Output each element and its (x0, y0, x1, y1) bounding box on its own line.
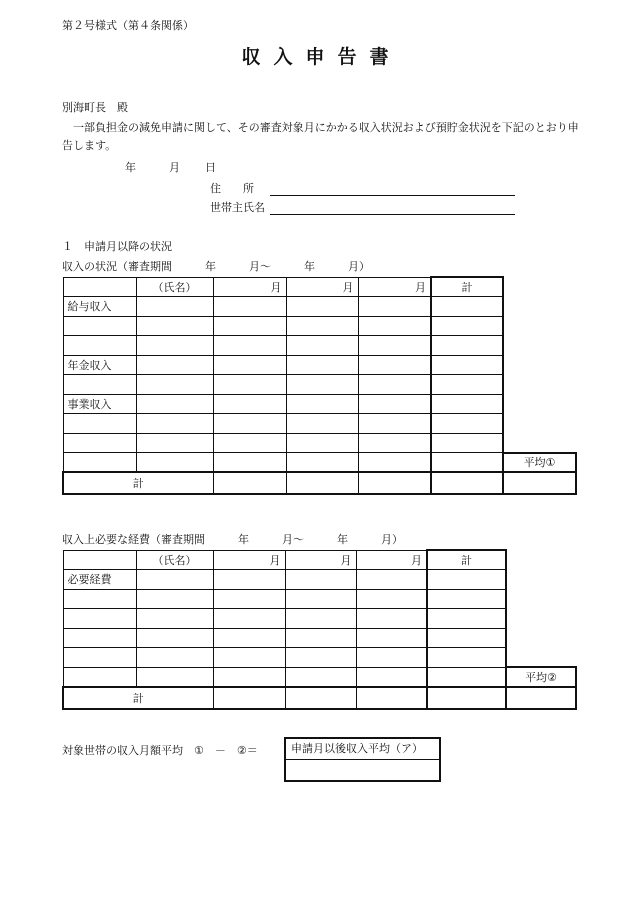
table-row (63, 375, 576, 395)
average-value-cell[interactable] (506, 687, 576, 709)
header-cell: （氏名） (136, 277, 213, 297)
blank-cell (503, 394, 576, 414)
blank-cell (506, 570, 576, 590)
total-cell[interactable] (286, 472, 358, 494)
input-cell[interactable] (213, 589, 285, 609)
header-cell: （氏名） (136, 550, 213, 570)
input-cell[interactable] (213, 667, 285, 687)
average-label: 平均② (506, 667, 576, 687)
header-cell: 月 (213, 277, 286, 297)
date-day: 日 (205, 161, 216, 174)
row-total-cell[interactable] (427, 570, 506, 590)
date-year: 年 (125, 161, 136, 174)
table-row (63, 609, 576, 629)
input-cell[interactable] (136, 433, 213, 453)
input-cell[interactable] (356, 628, 427, 648)
row-total-cell[interactable] (431, 414, 503, 434)
input-cell[interactable] (136, 453, 213, 473)
input-cell[interactable] (213, 375, 286, 395)
row-label: 年金収入 (63, 355, 136, 375)
input-cell[interactable] (285, 628, 356, 648)
input-cell[interactable] (213, 394, 286, 414)
row-total-cell[interactable] (431, 316, 503, 336)
table-row (63, 316, 576, 336)
result-value-cell[interactable] (286, 760, 439, 780)
grand-total-cell[interactable] (427, 687, 506, 709)
intro-text: 一部負担金の減免申請に関して、その審査対象月にかかる収入状況および預貯金状況を下記のとおり申告します。 (62, 121, 579, 152)
input-cell[interactable] (286, 336, 358, 356)
table-row (63, 648, 576, 668)
expense-heading: 収入上必要な経費（審査期間 年 月～ 年 月） (62, 533, 403, 546)
address-field[interactable] (210, 180, 515, 196)
row-label (63, 414, 136, 434)
input-cell[interactable] (136, 394, 213, 414)
input-cell[interactable] (136, 336, 213, 356)
blank-cell (503, 336, 576, 356)
row-label (63, 375, 136, 395)
row-label: 事業収入 (63, 394, 136, 414)
head-name-label: 世帯主氏名 (210, 201, 265, 214)
input-cell[interactable] (286, 394, 358, 414)
blank-cell (506, 589, 576, 609)
input-cell[interactable] (285, 648, 356, 668)
input-cell[interactable] (213, 297, 286, 317)
input-cell[interactable] (136, 628, 213, 648)
page-title: 収入申告書 (241, 46, 402, 68)
monthly-average-label: 対象世帯の収入月額平均 ① － ②＝ (62, 744, 258, 757)
row-total-cell[interactable] (431, 394, 503, 414)
input-cell[interactable] (213, 336, 286, 356)
input-cell[interactable] (285, 609, 356, 629)
blank-cell (506, 628, 576, 648)
result-box (284, 737, 441, 782)
result-label: 申請月以後収入平均（ア） (286, 739, 439, 760)
grand-total-cell[interactable] (431, 472, 503, 494)
expense-table (62, 549, 577, 710)
input-cell[interactable] (213, 648, 285, 668)
input-cell[interactable] (358, 433, 431, 453)
total-cell[interactable] (285, 687, 356, 709)
input-cell[interactable] (358, 414, 431, 434)
table-row (63, 570, 576, 590)
average-value-cell[interactable] (503, 472, 576, 494)
total-cell[interactable] (213, 472, 286, 494)
blank-cell (503, 277, 576, 297)
row-total-cell[interactable] (431, 336, 503, 356)
address-label: 住 所 (210, 182, 254, 195)
row-label (63, 609, 136, 629)
blank-cell (503, 316, 576, 336)
input-cell[interactable] (356, 648, 427, 668)
header-cell: 月 (213, 550, 285, 570)
input-cell[interactable] (213, 570, 285, 590)
row-total-cell[interactable] (427, 589, 506, 609)
total-cell[interactable] (356, 687, 427, 709)
table-header-row (63, 550, 576, 570)
input-cell[interactable] (358, 316, 431, 336)
input-cell[interactable] (358, 297, 431, 317)
row-label (63, 453, 136, 473)
input-cell[interactable] (358, 453, 431, 473)
table-row (63, 355, 576, 375)
table-row (63, 433, 576, 453)
input-cell[interactable] (285, 667, 356, 687)
blank-cell (503, 375, 576, 395)
input-cell[interactable] (356, 667, 427, 687)
header-cell: 計 (431, 277, 503, 297)
row-total-cell[interactable] (431, 355, 503, 375)
form-number: 第２号様式（第４条関係） (62, 19, 194, 32)
header-cell: 計 (427, 550, 506, 570)
date-line (125, 159, 216, 175)
input-cell[interactable] (285, 570, 356, 590)
input-cell[interactable] (213, 316, 286, 336)
input-cell[interactable] (358, 336, 431, 356)
row-total-cell[interactable] (427, 667, 506, 687)
input-cell[interactable] (213, 414, 286, 434)
header-cell: 月 (286, 277, 358, 297)
row-label (63, 433, 136, 453)
row-total-cell[interactable] (431, 297, 503, 317)
address-line[interactable] (270, 183, 515, 196)
row-label (63, 589, 136, 609)
table-header-row (63, 277, 576, 297)
input-cell[interactable] (286, 355, 358, 375)
header-cell (63, 550, 136, 570)
input-cell[interactable] (136, 570, 213, 590)
input-cell[interactable] (213, 609, 285, 629)
total-row (63, 687, 576, 709)
input-cell[interactable] (136, 609, 213, 629)
table-row (63, 453, 576, 473)
blank-cell (503, 414, 576, 434)
input-cell[interactable] (356, 589, 427, 609)
blank-cell (503, 297, 576, 317)
input-cell[interactable] (358, 355, 431, 375)
total-cell[interactable] (213, 687, 285, 709)
input-cell[interactable] (286, 414, 358, 434)
input-cell[interactable] (285, 589, 356, 609)
input-cell[interactable] (136, 589, 213, 609)
input-cell[interactable] (136, 648, 213, 668)
input-cell[interactable] (356, 609, 427, 629)
row-label: 必要経費 (63, 570, 136, 590)
income-table (62, 276, 577, 495)
row-total-cell[interactable] (427, 609, 506, 629)
table-row (63, 336, 576, 356)
row-total-cell[interactable] (427, 648, 506, 668)
blank-cell (506, 609, 576, 629)
row-total-cell[interactable] (427, 628, 506, 648)
header-cell: 月 (356, 550, 427, 570)
addressee: 別海町長 殿 (62, 101, 128, 114)
total-row (63, 472, 576, 494)
input-cell[interactable] (136, 375, 213, 395)
input-cell[interactable] (286, 297, 358, 317)
blank-cell (503, 355, 576, 375)
input-cell[interactable] (286, 433, 358, 453)
input-cell[interactable] (136, 355, 213, 375)
head-name-line[interactable] (270, 202, 515, 215)
header-cell (63, 277, 136, 297)
total-cell[interactable] (358, 472, 431, 494)
total-label: 計 (63, 687, 213, 709)
input-cell[interactable] (213, 628, 285, 648)
blank-cell (506, 550, 576, 570)
input-cell[interactable] (136, 316, 213, 336)
average-label: 平均① (503, 453, 576, 473)
row-label (63, 336, 136, 356)
row-label: 給与収入 (63, 297, 136, 317)
row-total-cell[interactable] (431, 433, 503, 453)
input-cell[interactable] (286, 453, 358, 473)
row-label (63, 667, 136, 687)
table-row (63, 667, 576, 687)
input-cell[interactable] (358, 375, 431, 395)
table-row (63, 394, 576, 414)
income-heading: 収入の状況（審査期間 年 月～ 年 月） (62, 260, 370, 273)
table-row (63, 589, 576, 609)
row-label (63, 316, 136, 336)
input-cell[interactable] (213, 453, 286, 473)
date-month: 月 (169, 161, 180, 174)
header-cell: 月 (285, 550, 356, 570)
input-cell[interactable] (286, 375, 358, 395)
input-cell[interactable] (356, 570, 427, 590)
head-name-field[interactable] (210, 199, 515, 215)
input-cell[interactable] (213, 433, 286, 453)
total-label: 計 (63, 472, 213, 494)
table-row (63, 414, 576, 434)
table-row (63, 297, 576, 317)
blank-cell (503, 433, 576, 453)
row-total-cell[interactable] (431, 453, 503, 473)
row-total-cell[interactable] (431, 375, 503, 395)
row-label (63, 628, 136, 648)
input-cell[interactable] (136, 667, 213, 687)
table-row (63, 628, 576, 648)
input-cell[interactable] (286, 316, 358, 336)
header-cell: 月 (358, 277, 431, 297)
row-label (63, 648, 136, 668)
input-cell[interactable] (136, 414, 213, 434)
blank-cell (506, 648, 576, 668)
input-cell[interactable] (358, 394, 431, 414)
input-cell[interactable] (213, 355, 286, 375)
section-heading: １ 申請月以降の状況 (62, 240, 172, 253)
input-cell[interactable] (136, 297, 213, 317)
